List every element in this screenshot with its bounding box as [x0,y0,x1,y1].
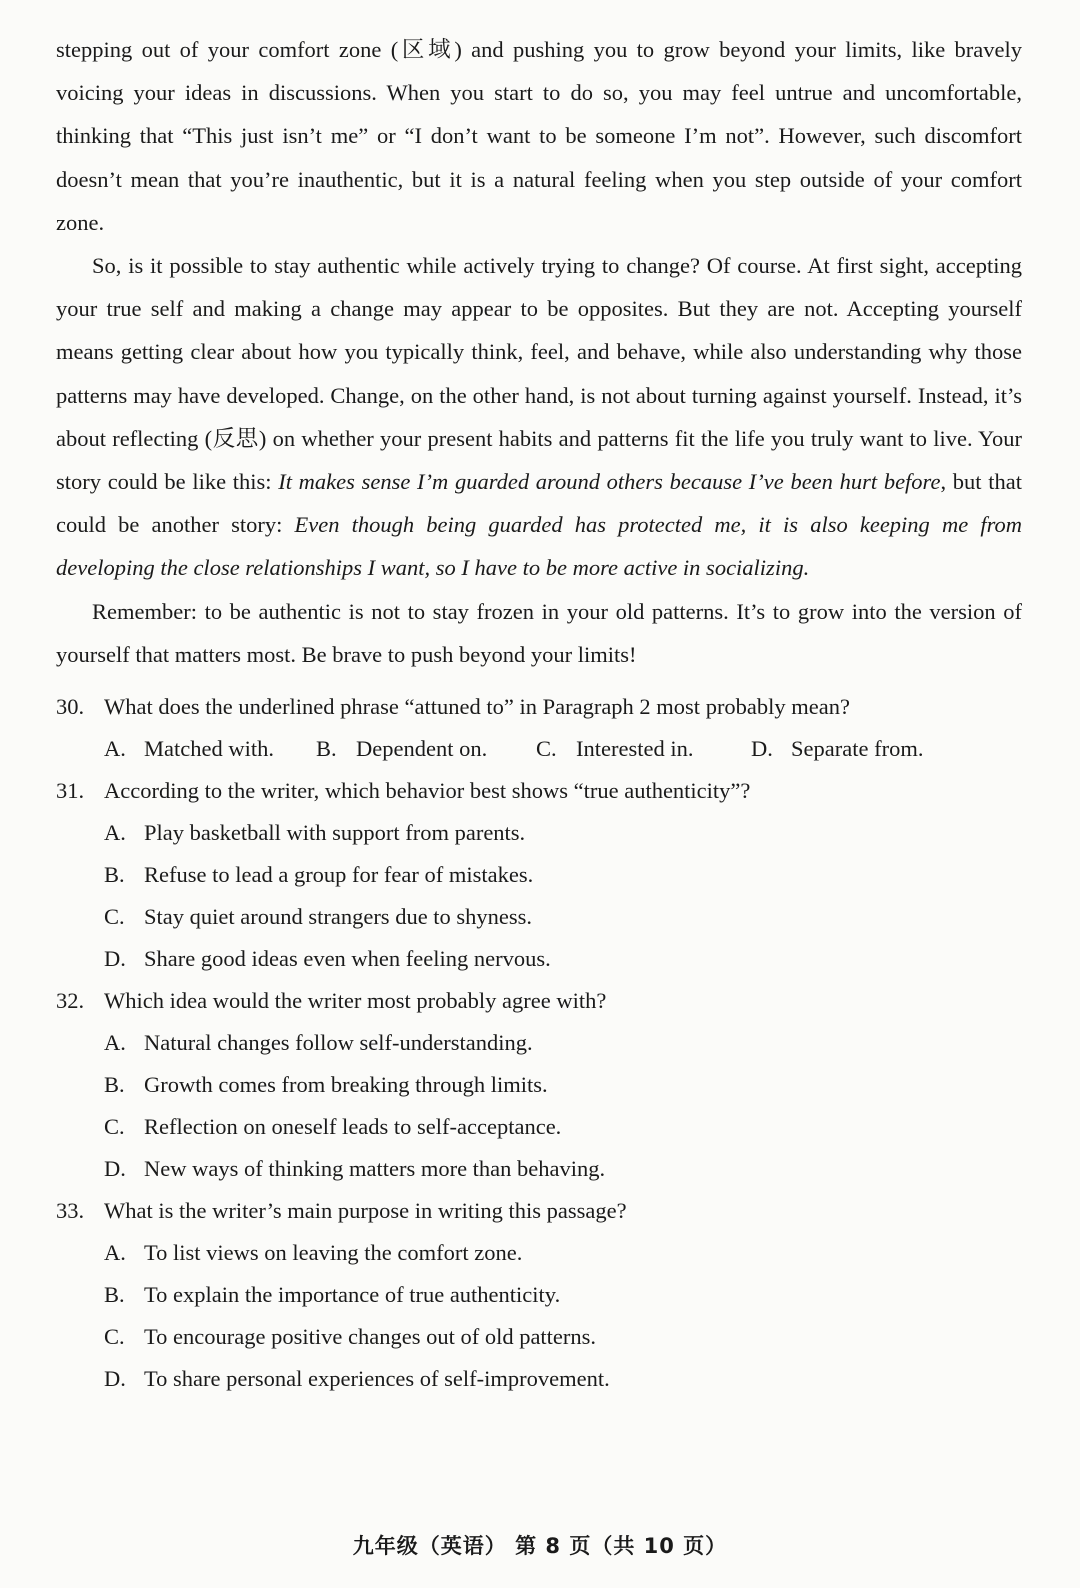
question-30 [56,686,1022,728]
question-number: 32. [56,988,85,1014]
question-text: According to the writer, which behavior best shows “true authenticity”? [104,778,751,804]
option-d[interactable]: D. Share good ideas even when feeling nervous. [104,946,551,972]
question-text: Which idea would the writer most probably agree with? [104,988,607,1014]
option-d[interactable]: D. To share personal experiences of self-improvement. [104,1366,610,1392]
passage-paragraph-2 [56,244,1022,590]
question-33 [56,1190,1022,1232]
option-a[interactable]: A. Natural changes follow self-understanding. [104,1030,533,1056]
passage-paragraph-3: Remember: to be authentic is not to stay frozen in your old patterns. It’s to grow into the version of yourself that matters most. Be brave to push beyond your limits! [56,598,1022,667]
question-number: 33. [56,1198,85,1224]
question-30-options [56,728,1022,770]
option-c[interactable]: C. Interested in. [536,736,694,762]
question-list [56,686,1022,1400]
passage-paragraph-1: stepping out of your comfort zone (区域) and pushing you to grow beyond your limits, like bravely voicing your ideas in discussions. When you start to do so, you may feel untrue and uncomfortable, thinking that “This just isn’t me” or “I don’t want to be someone I’m not”. However, such discomfort doesn’t mean that you’re inauthentic, but it is a natural feeling when you step outside of your comfort zone. [56,37,1022,235]
option-a[interactable]: A. Play basketball with support from parents. [104,820,526,846]
option-a[interactable]: A. Matched with. [104,736,274,762]
question-number: 31. [56,778,85,804]
option-b[interactable]: B. Dependent on. [316,736,488,762]
page-footer: 九年级（英语） 第 8 页（共 10 页） [352,1534,728,1558]
paragraph-2-mid-text: , but that could be another story: [56,469,1022,538]
question-text: What does the underlined phrase “attuned to” in Paragraph 2 most probably mean? [104,694,851,720]
option-a[interactable]: A. To list views on leaving the comfort zone. [104,1240,523,1266]
option-d[interactable]: D. Separate from. [751,736,924,762]
option-b[interactable]: B. To explain the importance of true authenticity. [104,1282,561,1308]
option-d[interactable]: D. New ways of thinking matters more than behaving. [104,1156,606,1182]
paragraph-2-text: So, is it possible to stay authentic while actively trying to change? Of course. At first sight, accepting your true self and making a change may appear to be opposites. But they are not. Accepting yourself means getting clear about how you typically think, feel, and behave, while also understanding why those patterns may have developed. Change, on the other hand, is not about turning against yourself. Instead, it’s about reflecting (反思) on whether your present habits and patterns fit the life you truly want to live. Your story could be like this: [56,253,1022,495]
option-c[interactable]: C. Reflection on oneself leads to self-acceptance. [104,1114,562,1140]
exam-page [56,28,1022,1400]
option-b[interactable]: B. Refuse to lead a group for fear of mistakes. [104,862,534,888]
question-31 [56,770,1022,812]
option-b[interactable]: B. Growth comes from breaking through limits. [104,1072,548,1098]
option-c[interactable]: C. To encourage positive changes out of old patterns. [104,1324,597,1350]
paragraph-2-italic-story-1: It makes sense I’m guarded around others because I’ve been hurt before [278,469,941,495]
option-c[interactable]: C. Stay quiet around strangers due to shyness. [104,904,533,930]
paragraph-2-italic-story-2: Even though being guarded has protected me, it is also keeping me from developing the close relationships I want, so I have to be more active in socializing. [56,512,1023,581]
question-number: 30. [56,694,85,720]
question-text: What is the writer’s main purpose in writing this passage? [104,1198,627,1224]
question-32 [56,980,1022,1022]
